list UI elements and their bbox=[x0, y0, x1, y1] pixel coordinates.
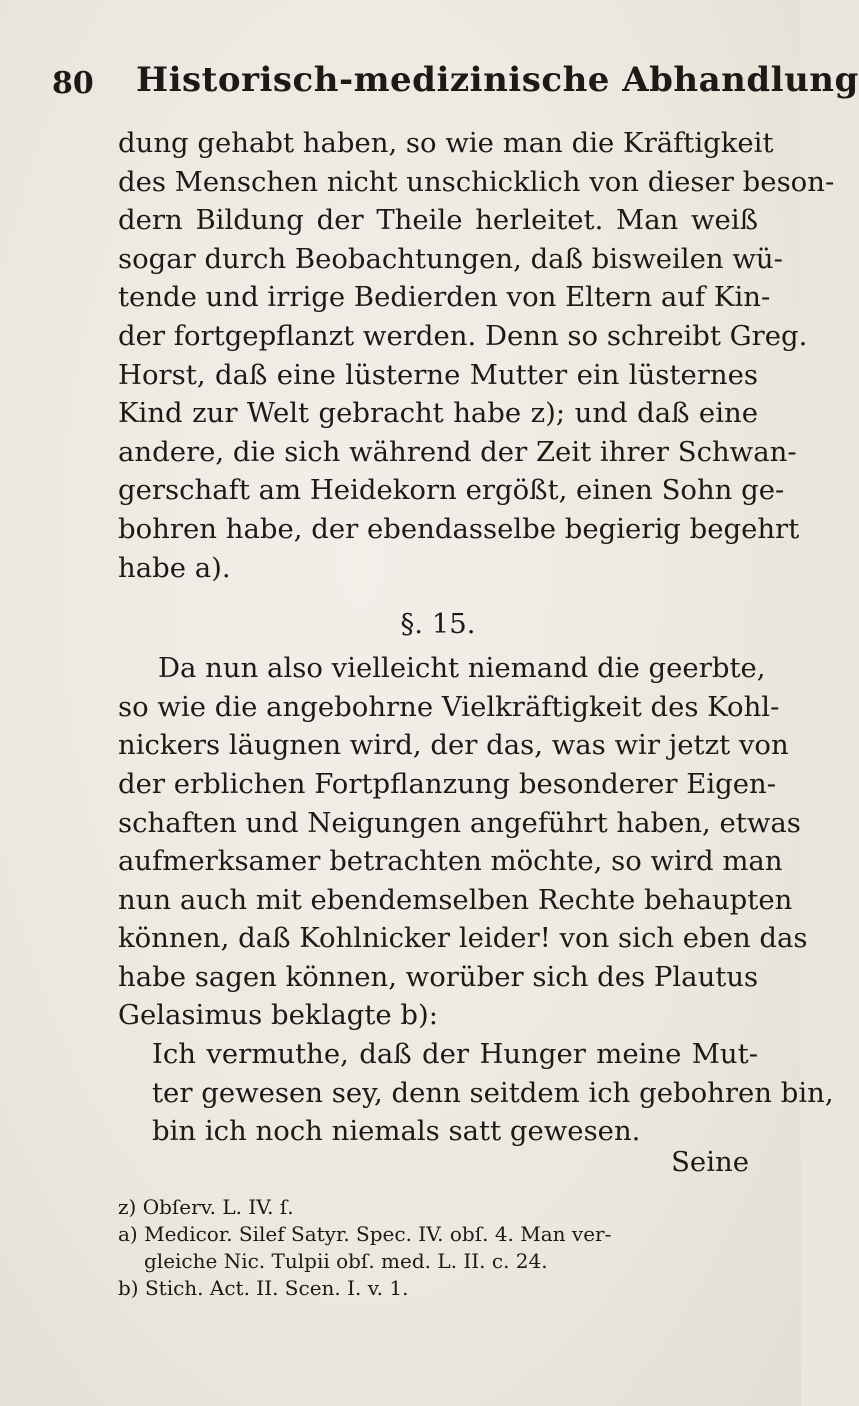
text-line: schaften und Neigungen angeführt haben, etwas bbox=[118, 806, 801, 839]
text-line: dern Bildung der Theile herleitet. Man weiß bbox=[118, 204, 758, 237]
quote-line: ter gewesen sey, denn seitdem ich gebohren bin, bbox=[152, 1076, 834, 1109]
footnote-a: a) Medicor. Silef Satyr. Spec. IV. obſ. 4. Man ver- bbox=[118, 1222, 612, 1246]
quote-line: Ich vermuthe, daß der Hunger meine Mut- bbox=[152, 1038, 758, 1071]
text-line: bohren habe, der ebendasselbe begierig begehrt bbox=[118, 512, 800, 545]
text-line: nickers läugnen wird, der das, was wir jetzt von bbox=[118, 729, 789, 762]
text-line: können, daß Kohlnicker leider! von sich eben das bbox=[118, 922, 808, 955]
page-header bbox=[52, 58, 859, 108]
text-line: dung gehabt haben, so wie man die Kräftigkeit bbox=[118, 127, 774, 159]
text-line: so wie die angebohrne Vielkräftigkeit des Kohl- bbox=[118, 690, 780, 723]
section-heading: §. 15. bbox=[400, 608, 476, 641]
text-line: der fortgepflanzt werden. Denn so schreibt Greg. bbox=[118, 319, 808, 352]
text-line: Horst, daß eine lüsterne Mutter ein lüsternes bbox=[118, 358, 758, 391]
text-line: aufmerksamer betrachten möchte, so wird man bbox=[118, 845, 783, 878]
footnote-b: b) Stich. Act. II. Scen. I. v. 1. bbox=[118, 1276, 409, 1300]
footnote-a-continued: gleiche Nic. Tulpii obſ. med. L. II. c. 24. bbox=[144, 1249, 548, 1273]
text-line: gerschaft am Heidekorn ergößt, einen Sohn ge- bbox=[118, 474, 785, 507]
text-line: nun auch mit ebendemselben Rechte behaupten bbox=[118, 883, 793, 916]
text-line: habe sagen können, worüber sich des Plautus bbox=[118, 960, 759, 993]
page-number: 80 bbox=[52, 66, 94, 101]
text-line: des Menschen nicht unschicklich von dieser beson- bbox=[118, 165, 835, 198]
text-line: andere, die sich während der Zeit ihrer Schwan- bbox=[118, 435, 797, 468]
body-text bbox=[118, 124, 835, 1151]
text-line: habe a). bbox=[118, 551, 231, 584]
text-line: sogar durch Beobachtungen, daß bisweilen wü- bbox=[118, 242, 783, 275]
text-line: Kind zur Welt gebracht habe z); und daß eine bbox=[118, 397, 758, 430]
text-line: tende und irrige Bedierden von Eltern auf Kin- bbox=[118, 281, 771, 314]
paragraph-1 bbox=[118, 124, 835, 587]
catchword: Seine bbox=[671, 1146, 749, 1178]
text-line: Gelasimus beklagte b): bbox=[118, 999, 438, 1032]
text-line: Da nun also vielleicht niemand die geerbte, bbox=[158, 652, 766, 685]
footnote-z: z) Obſerv. L. IV. ſ. bbox=[118, 1195, 294, 1219]
text-line: der erblichen Fortpflanzung besonderer Eigen- bbox=[118, 767, 777, 800]
running-title: Historisch-medizinische Abhandlung bbox=[136, 60, 859, 100]
quotation bbox=[118, 1035, 834, 1151]
paragraph-2 bbox=[118, 649, 808, 1035]
footnotes bbox=[118, 1194, 758, 1302]
quote-line: bin ich noch niemals satt gewesen. bbox=[152, 1115, 641, 1148]
